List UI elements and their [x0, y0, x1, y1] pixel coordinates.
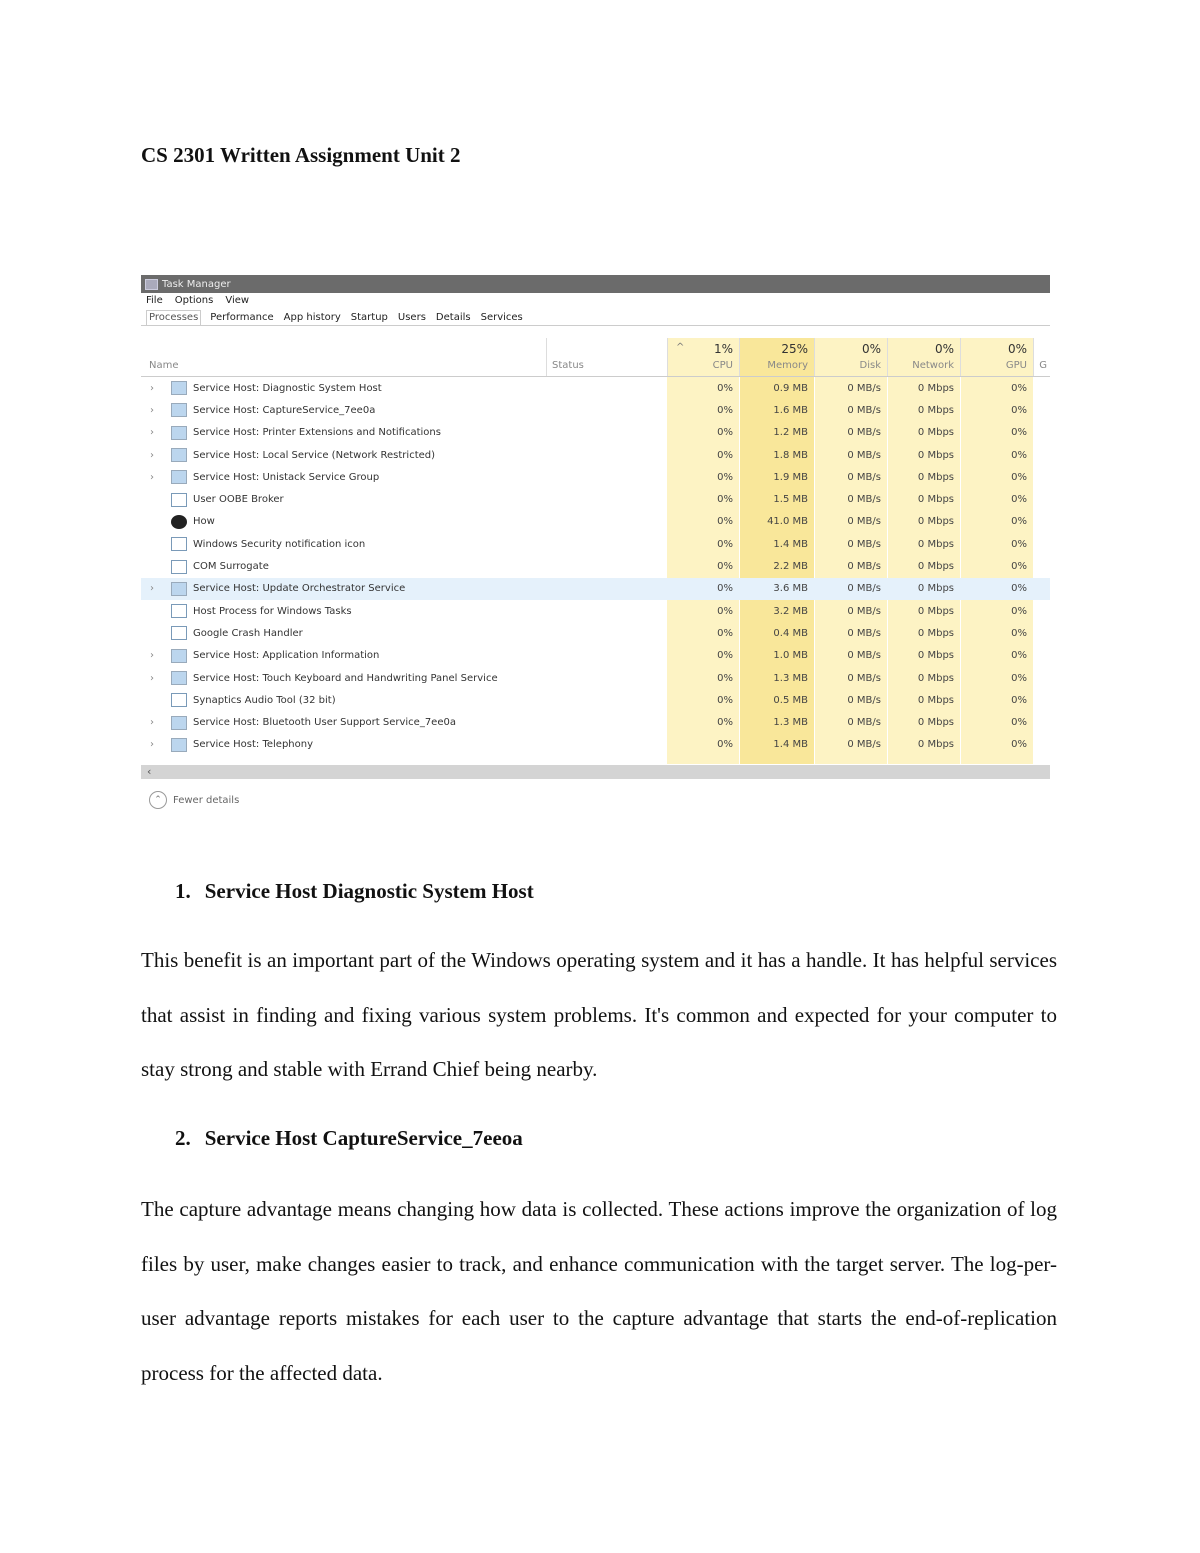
process-gpu-value: 0%	[1011, 382, 1027, 394]
column-divider[interactable]	[546, 338, 547, 376]
process-name: Service Host: CaptureService_7ee0a	[193, 404, 376, 416]
process-name: Google Crash Handler	[193, 627, 303, 639]
table-row[interactable]	[141, 533, 1050, 555]
gpu-pct[interactable]: 0%	[1007, 342, 1027, 356]
process-gpu-value: 0%	[1011, 471, 1027, 483]
process-disk-value: 0 MB/s	[847, 538, 881, 550]
process-gpu-value: 0%	[1011, 494, 1027, 506]
section-number: 2.	[175, 1126, 191, 1150]
process-net-value: 0 Mbps	[917, 717, 954, 729]
process-gpu-value: 0%	[1011, 583, 1027, 595]
process-mem-value: 41.0 MB	[767, 516, 808, 528]
table-row[interactable]	[141, 511, 1050, 533]
table-row[interactable]	[141, 734, 1050, 756]
process-net-value: 0 Mbps	[917, 516, 954, 528]
process-disk-value: 0 MB/s	[847, 694, 881, 706]
tab-processes[interactable]: Processes	[146, 310, 201, 325]
process-cpu-value: 0%	[717, 427, 733, 439]
process-net-value: 0 Mbps	[917, 583, 954, 595]
column-header-row	[141, 338, 1050, 377]
crash-handler-icon	[171, 626, 187, 640]
process-cpu-value: 0%	[717, 382, 733, 394]
chevron-right-icon[interactable]: ›	[150, 404, 154, 416]
menu-view[interactable]: View	[225, 294, 250, 306]
task-manager-titlebar	[141, 275, 1050, 293]
horizontal-scrollbar[interactable]	[141, 765, 1050, 779]
process-net-value: 0 Mbps	[917, 471, 954, 483]
task-manager-icon	[145, 279, 158, 290]
process-mem-value: 0.4 MB	[773, 627, 808, 639]
process-gpu-value: 0%	[1011, 650, 1027, 662]
process-disk-value: 0 MB/s	[847, 471, 881, 483]
process-gpu-value: 0%	[1011, 717, 1027, 729]
column-network[interactable]: Network	[912, 360, 954, 371]
chevron-up-icon: ⌃	[149, 791, 167, 809]
service-gear-icon	[171, 448, 187, 462]
table-row[interactable]	[141, 488, 1050, 510]
dark-circle-app-icon	[171, 515, 187, 529]
process-cpu-value: 0%	[717, 605, 733, 617]
process-cpu-value: 0%	[717, 471, 733, 483]
process-name: Service Host: Bluetooth User Support Service_7ee0a	[193, 717, 456, 729]
process-mem-value: 1.2 MB	[773, 427, 808, 439]
process-disk-value: 0 MB/s	[847, 583, 881, 595]
process-name: How	[193, 516, 215, 528]
process-disk-value: 0 MB/s	[847, 672, 881, 684]
process-net-value: 0 Mbps	[917, 650, 954, 662]
chevron-right-icon[interactable]: ›	[150, 583, 154, 595]
process-cpu-value: 0%	[717, 739, 733, 751]
process-mem-value: 0.5 MB	[773, 694, 808, 706]
tab-users[interactable]: Users	[397, 312, 426, 323]
window-app-icon	[171, 560, 187, 574]
chevron-right-icon[interactable]: ›	[150, 382, 154, 394]
process-table	[141, 338, 1050, 756]
tab-bar	[141, 309, 1050, 326]
process-mem-value: 2.2 MB	[773, 561, 808, 573]
process-disk-value: 0 MB/s	[847, 561, 881, 573]
window-app-icon	[171, 493, 187, 507]
process-gpu-value: 0%	[1011, 561, 1027, 573]
section-heading-text: Service Host CaptureService_7eeoa	[204, 1126, 523, 1150]
process-cpu-value: 0%	[717, 516, 733, 528]
process-disk-value: 0 MB/s	[847, 494, 881, 506]
process-name: Service Host: Local Service (Network Restricted)	[193, 449, 436, 461]
table-row[interactable]	[141, 645, 1050, 667]
fewer-details-label: Fewer details	[173, 794, 240, 806]
process-cpu-value: 0%	[717, 717, 733, 729]
process-disk-value: 0 MB/s	[847, 382, 881, 394]
process-net-value: 0 Mbps	[917, 494, 954, 506]
service-gear-icon	[171, 716, 187, 730]
task-manager-screenshot	[141, 275, 1050, 810]
memory-pct[interactable]: 25%	[781, 342, 808, 356]
service-gear-icon	[171, 470, 187, 484]
section-heading-text: Service Host Diagnostic System Host	[204, 879, 534, 903]
table-row[interactable]	[141, 667, 1050, 689]
audio-tool-icon	[171, 693, 187, 707]
section-number: 1.	[175, 879, 191, 903]
process-disk-value: 0 MB/s	[847, 650, 881, 662]
process-mem-value: 1.8 MB	[773, 449, 808, 461]
tab-services[interactable]: Services	[480, 312, 523, 323]
process-cpu-value: 0%	[717, 538, 733, 550]
tab-startup[interactable]: Startup	[350, 312, 388, 323]
table-row[interactable]	[141, 422, 1050, 444]
cpu-pct[interactable]: 1%	[713, 342, 733, 356]
column-divider[interactable]	[814, 338, 815, 376]
process-cpu-value: 0%	[717, 449, 733, 461]
menu-bar	[141, 293, 1050, 307]
service-gear-icon	[171, 403, 187, 417]
process-disk-value: 0 MB/s	[847, 605, 881, 617]
process-gpu-value: 0%	[1011, 627, 1027, 639]
process-net-value: 0 Mbps	[917, 427, 954, 439]
table-row[interactable]	[141, 711, 1050, 733]
process-gpu-value: 0%	[1011, 739, 1027, 751]
service-gear-icon	[171, 582, 187, 596]
sort-caret-icon: ^	[676, 342, 685, 353]
service-gear-icon	[171, 381, 187, 395]
process-mem-value: 1.6 MB	[773, 404, 808, 416]
document-title: CS 2301 Written Assignment Unit 2	[141, 143, 461, 167]
process-net-value: 0 Mbps	[917, 739, 954, 751]
process-net-value: 0 Mbps	[917, 382, 954, 394]
column-gpu-engine[interactable]: G	[1039, 360, 1047, 371]
process-name: Synaptics Audio Tool (32 bit)	[193, 694, 336, 706]
scroll-left-icon[interactable]: ‹	[147, 765, 152, 778]
process-disk-value: 0 MB/s	[847, 404, 881, 416]
process-name: Service Host: Telephony	[193, 739, 314, 751]
security-shield-icon	[171, 537, 187, 551]
process-net-value: 0 Mbps	[917, 404, 954, 416]
table-row[interactable]	[141, 689, 1050, 711]
chevron-right-icon[interactable]: ›	[150, 717, 154, 729]
column-cpu[interactable]: CPU	[712, 360, 733, 371]
process-net-value: 0 Mbps	[917, 561, 954, 573]
process-name: Windows Security notification icon	[193, 538, 366, 550]
section-heading-1	[175, 879, 534, 904]
fewer-details-button[interactable]	[149, 791, 239, 809]
process-cpu-value: 0%	[717, 561, 733, 573]
process-name: User OOBE Broker	[193, 494, 284, 506]
column-divider[interactable]	[887, 338, 888, 376]
service-gear-icon	[171, 426, 187, 440]
column-divider[interactable]	[739, 338, 740, 376]
process-rows	[141, 377, 1050, 756]
process-cpu-value: 0%	[717, 672, 733, 684]
window-app-icon	[171, 604, 187, 618]
section-paragraph-2: The capture advantage means changing how data is collected. These actions improve the organization of log files by user, make changes easier to track, and enhance communication with the target server. The log-per-user advantage reports mistakes for each user to the capture advantage that starts the end-of-replication process for the affected data.	[141, 1197, 1057, 1385]
process-disk-value: 0 MB/s	[847, 739, 881, 751]
window-title: Task Manager	[162, 278, 231, 290]
process-cpu-value: 0%	[717, 583, 733, 595]
chevron-right-icon[interactable]: ›	[150, 672, 154, 684]
process-gpu-value: 0%	[1011, 404, 1027, 416]
column-divider[interactable]	[1033, 338, 1034, 376]
process-cpu-value: 0%	[717, 694, 733, 706]
process-gpu-value: 0%	[1011, 449, 1027, 461]
service-gear-icon	[171, 649, 187, 663]
disk-pct[interactable]: 0%	[861, 342, 881, 356]
process-name: Service Host: Printer Extensions and Notifications	[193, 427, 441, 439]
chevron-right-icon[interactable]: ›	[150, 650, 154, 662]
column-disk[interactable]: Disk	[859, 360, 881, 371]
table-row[interactable]	[141, 555, 1050, 577]
process-name: Service Host: Diagnostic System Host	[193, 382, 382, 394]
process-mem-value: 1.5 MB	[773, 494, 808, 506]
process-cpu-value: 0%	[717, 494, 733, 506]
column-status[interactable]: Status	[552, 360, 584, 371]
table-row[interactable]	[141, 399, 1050, 421]
network-pct[interactable]: 0%	[934, 342, 954, 356]
table-row[interactable]	[141, 600, 1050, 622]
service-gear-icon	[171, 738, 187, 752]
column-name[interactable]: Name	[149, 360, 179, 371]
process-mem-value: 1.3 MB	[773, 717, 808, 729]
tab-performance[interactable]: Performance	[210, 312, 274, 323]
menu-options[interactable]: Options	[174, 294, 214, 306]
process-name: Service Host: Application Information	[193, 650, 380, 662]
section-paragraph-1: This benefit is an important part of the Windows operating system and it has a handle. It has helpful services that assist in finding and fixing various system problems. It's common and expected for your computer to stay strong and stable with Errand Chief being nearby.	[141, 948, 1057, 1081]
table-row[interactable]	[141, 578, 1050, 600]
column-gpu[interactable]: GPU	[1005, 360, 1027, 371]
process-disk-value: 0 MB/s	[847, 427, 881, 439]
process-cpu-value: 0%	[717, 650, 733, 662]
column-divider[interactable]	[667, 338, 668, 376]
table-row[interactable]	[141, 377, 1050, 399]
process-mem-value: 1.3 MB	[773, 672, 808, 684]
process-net-value: 0 Mbps	[917, 694, 954, 706]
menu-file[interactable]: File	[146, 294, 163, 306]
process-disk-value: 0 MB/s	[847, 449, 881, 461]
process-gpu-value: 0%	[1011, 516, 1027, 528]
process-net-value: 0 Mbps	[917, 605, 954, 617]
process-disk-value: 0 MB/s	[847, 516, 881, 528]
section-heading-2	[175, 1126, 523, 1151]
process-mem-value: 1.0 MB	[773, 650, 808, 662]
process-cpu-value: 0%	[717, 404, 733, 416]
tab-app-history[interactable]: App history	[283, 312, 341, 323]
process-mem-value: 1.4 MB	[773, 739, 808, 751]
chevron-right-icon[interactable]: ›	[150, 739, 154, 751]
process-disk-value: 0 MB/s	[847, 717, 881, 729]
process-mem-value: 1.9 MB	[773, 471, 808, 483]
process-name: Service Host: Unistack Service Group	[193, 471, 380, 483]
table-row[interactable]	[141, 622, 1050, 644]
process-name: Service Host: Touch Keyboard and Handwriting Panel Service	[193, 672, 498, 684]
process-gpu-value: 0%	[1011, 672, 1027, 684]
process-disk-value: 0 MB/s	[847, 627, 881, 639]
process-gpu-value: 0%	[1011, 605, 1027, 617]
table-row[interactable]	[141, 466, 1050, 488]
process-name: Host Process for Windows Tasks	[193, 605, 352, 617]
process-gpu-value: 0%	[1011, 694, 1027, 706]
chevron-right-icon[interactable]: ›	[150, 427, 154, 439]
table-row[interactable]	[141, 444, 1050, 466]
process-net-value: 0 Mbps	[917, 672, 954, 684]
process-net-value: 0 Mbps	[917, 449, 954, 461]
tab-details[interactable]: Details	[435, 312, 471, 323]
chevron-right-icon[interactable]: ›	[150, 471, 154, 483]
process-mem-value: 3.6 MB	[773, 583, 808, 595]
process-gpu-value: 0%	[1011, 538, 1027, 550]
process-net-value: 0 Mbps	[917, 538, 954, 550]
process-mem-value: 0.9 MB	[773, 382, 808, 394]
chevron-right-icon[interactable]: ›	[150, 449, 154, 461]
process-mem-value: 3.2 MB	[773, 605, 808, 617]
process-gpu-value: 0%	[1011, 427, 1027, 439]
process-name: Service Host: Update Orchestrator Service	[193, 583, 406, 595]
column-divider[interactable]	[960, 338, 961, 376]
column-memory[interactable]: Memory	[767, 360, 808, 371]
process-name: COM Surrogate	[193, 561, 269, 573]
service-gear-icon	[171, 671, 187, 685]
process-mem-value: 1.4 MB	[773, 538, 808, 550]
process-net-value: 0 Mbps	[917, 627, 954, 639]
process-cpu-value: 0%	[717, 627, 733, 639]
